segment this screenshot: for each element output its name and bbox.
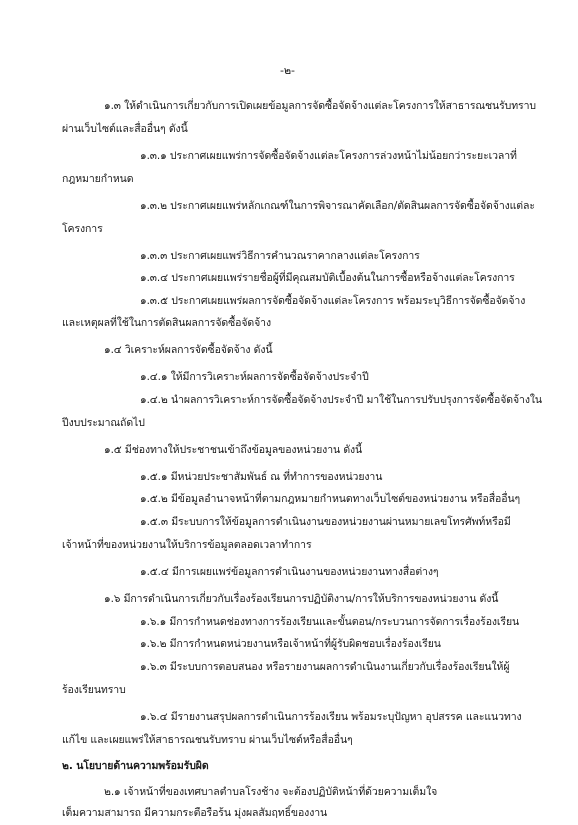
item-1-3-1-cont: กฎหมายกำหนด: [62, 173, 134, 185]
item-1-6-2: ๑.๖.๒ มีการกำหนดหน่วยงานหรือเจ้าหน้าที่ผู้รับผิดชอบเรื่องร้องเรียน: [140, 638, 441, 650]
section-2-heading: ๒. นโยบายด้านความพร้อมรับผิด: [62, 760, 209, 772]
item-1-6: ๑.๖ มีการดำเนินการเกี่ยวกับเรื่องร้องเรียนการปฏิบัติงาน/การให้บริการของหน่วยงาน ดังนี้: [104, 593, 499, 605]
item-1-3-3: ๑.๓.๓ ประกาศเผยแพร่วิธีการคำนวณราคากลางแต่ละโครงการ: [140, 250, 420, 262]
page-number: -๒-: [280, 64, 295, 77]
item-1-6-1: ๑.๖.๑ มีการกำหนดช่องทางการร้องเรียนและขั้นตอน/กระบวนการจัดการเรื่องร้องเรียน: [140, 616, 520, 628]
item-1-3-1: ๑.๓.๑ ประกาศเผยแพร่การจัดซื้อจัดจ้างแต่ละโครงการล่วงหน้าไม่น้อยกว่าระยะเวลาที่: [140, 150, 517, 162]
item-2-1: ๒.๑ เจ้าหน้าที่ของเทศบาลตำบลโรงช้าง จะต้องปฏิบัติหน้าที่ด้วยความเต็มใจ: [104, 786, 438, 798]
item-1-5-3-cont: เจ้าหน้าที่ของหน่วยงานให้บริการข้อมูลตลอดเวลาทำการ: [62, 539, 312, 551]
item-1-6-3-cont: ร้องเรียนทราบ: [62, 684, 126, 696]
item-1-6-3: ๑.๖.๓ มีระบบการตอบสนอง หรือรายงานผลการดำเนินงานเกี่ยวกับเรื่องร้องเรียนให้ผู้: [140, 661, 510, 673]
item-1-5-1: ๑.๕.๑ มีหน่วยประชาสัมพันธ์ ณ ที่ทำการของหน่วยงาน: [140, 471, 383, 483]
item-1-5-3: ๑.๕.๓ มีระบบการให้ข้อมูลการดำเนินงานของหน่วยงานผ่านหมายเลขโทรศัพท์หรือมี: [140, 516, 511, 528]
item-1-6-4: ๑.๖.๔ มีรายงานสรุปผลการดำเนินการร้องเรียน พร้อมระบุปัญหา อุปสรรค และแนวทาง: [140, 711, 522, 723]
item-1-3-4: ๑.๓.๔ ประกาศเผยแพร่รายชื่อผู้ที่มีคุณสมบัติเบื้องต้นในการซื้อหรือจ้างแต่ละโครงการ: [140, 272, 515, 284]
item-1-3-5: ๑.๓.๕ ประกาศเผยแพร่ผลการจัดซื้อจัดจ้างแต่ละโครงการ พร้อมระบุวิธีการจัดซื้อจัดจ้าง: [140, 295, 526, 307]
item-1-3-2: ๑.๓.๒ ประกาศเผยแพร่หลักเกณฑ์ในการพิจารณาคัดเลือก/ตัดสินผลการจัดซื้อจัดจ้างแต่ละ: [140, 200, 535, 212]
item-1-3: ๑.๓ ให้ดำเนินการเกี่ยวกับการเปิดเผยข้อมูลการจัดซื้อจัดจ้างแต่ละโครงการให้สาธารณชนรับทราบ: [104, 100, 536, 112]
item-1-4-2: ๑.๔.๒ นำผลการวิเคราะห์การจัดซื้อจัดจ้างประจำปี มาใช้ในการปรับปรุงการจัดซื้อจัดจ้างใน: [140, 394, 542, 406]
item-2-1-cont: เต็มความสามารถ มีความกระตือรือร้น มุ่งผลสัมฤทธิ์ของงาน: [62, 807, 328, 819]
item-1-5: ๑.๕ มีช่องทางให้ประชาชนเข้าถึงข้อมูลของหน่วยงาน ดังนี้: [104, 444, 363, 456]
item-1-4-1: ๑.๔.๑ ให้มีการวิเคราะห์ผลการจัดซื้อจัดจ้างประจำปี: [140, 371, 369, 383]
item-1-5-4: ๑.๕.๔ มีการเผยแพร่ข้อมูลการดำเนินงานของหน่วยงานทางสื่อต่างๆ: [140, 566, 439, 578]
item-1-5-2: ๑.๕.๒ มีข้อมูลอำนาจหน้าที่ตามกฎหมายกำหนดทางเว็บไซต์ของหน่วยงาน หรือสื่ออื่นๆ: [140, 493, 521, 505]
item-1-4: ๑.๔ วิเคราะห์ผลการจัดซื้อจัดจ้าง ดังนี้: [104, 344, 273, 356]
item-1-3-cont: ผ่านเว็บไซต์และสื่ออื่นๆ ดังนี้: [62, 123, 188, 135]
item-1-3-5-cont: และเหตุผลที่ใช้ในการตัดสินผลการจัดซื้อจัดจ้าง: [62, 317, 271, 329]
item-1-4-2-cont: ปีงบประมาณถัดไป: [62, 417, 145, 429]
item-1-6-4-cont: แก้ไข และเผยแพร่ให้สาธารณชนรับทราบ ผ่านเว็บไซต์หรือสื่ออื่นๆ: [62, 734, 353, 746]
item-1-3-2-cont: โครงการ: [62, 223, 103, 235]
